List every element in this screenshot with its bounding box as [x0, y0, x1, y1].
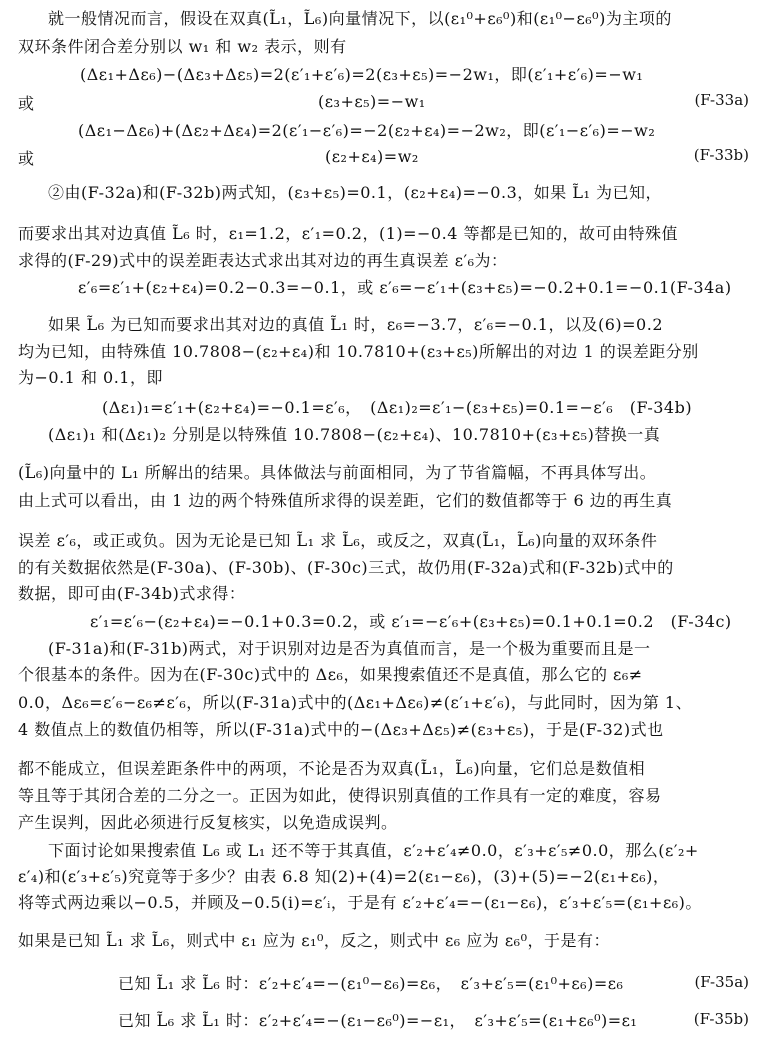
paragraph-line: 如果 L̃₆ 为已知而要求出其对边的真值 L̃₁ 时，ε₆=−3.7，ε′₆=−0.1，以及(6)=0.2	[48, 315, 663, 334]
equation-number: (F-35a)	[694, 973, 749, 991]
equation-line: ε′₆=ε′₁+(ε₂+ε₄)=0.2−0.3=−0.1，或 ε′₆=−ε′₁+(ε₃+ε₅)=−0.2+0.1=−0.1(F-34a)	[78, 278, 732, 297]
equation-line: 已知 L̃₁ 求 L̃₆ 时：ε′₂+ε′₄=−(ε₁⁰−ε₆)=ε₆， ε′₃+ε′₅=(ε₁⁰+ε₆)=ε₆	[118, 974, 624, 993]
equation-prefix: 或	[18, 94, 35, 113]
equation-line: (ε₃+ε₅)=−w₁	[318, 92, 426, 111]
paragraph-line: 如果是已知 L̃₁ 求 L̃₆，则式中 ε₁ 应为 ε₁⁰，反之，则式中 ε₆ 应为 ε₆⁰，于是有：	[18, 931, 610, 950]
paragraph-line: 双环条件闭合差分别以 w₁ 和 w₂ 表示，则有	[18, 37, 347, 56]
paragraph-line: (Δε₁)₁ 和(Δε₁)₂ 分别是以特殊值 10.7808−(ε₂+ε₄)、10.7810+(ε₃+ε₅)替换一真	[48, 425, 661, 444]
equation-number: (F-33b)	[693, 146, 749, 164]
paragraph-line: 将等式两边乘以−0.5，并顾及−0.5(i)=ε′ᵢ，于是有 ε′₂+ε′₄=−(ε₁−ε₆)，ε′₃+ε′₅=(ε₁+ε₆)。	[18, 893, 702, 912]
paragraph-line: 的有关数据依然是(F-30a)、(F-30b)、(F-30c)三式，故仍用(F-32a)式和(F-32b)式中的	[18, 558, 674, 577]
equation-line: (Δε₁+Δε₆)−(Δε₃+Δε₅)=2(ε′₁+ε′₆)=2(ε₃+ε₅)=−2w₁，即(ε′₁+ε′₆)=−w₁	[80, 65, 644, 84]
paragraph-line: 都不能成立，但误差距条件中的两项，不论是否为双真(L̃₁，L̃₆)向量，它们总是数值相	[18, 759, 646, 778]
equation-line: ε′₁=ε′₆−(ε₂+ε₄)=−0.1+0.3=0.2，或 ε′₁=−ε′₆+(ε₃+ε₅)=0.1+0.1=0.2 (F-34c)	[90, 612, 732, 631]
paragraph-line: 而要求出其对边真值 L̃₆ 时，ε₁=1.2，ε′₁=0.2，(1)=−0.4 等都是已知的，故可由特殊值	[18, 224, 678, 243]
equation-number: (F-35b)	[693, 1010, 749, 1028]
equation-line: (Δε₁)₁=ε′₁+(ε₂+ε₄)=−0.1=ε′₆， (Δε₁)₂=ε′₁−(ε₃+ε₅)=0.1=−ε′₆ (F-34b)	[102, 398, 693, 417]
equation-line: (ε₂+ε₄)=w₂	[325, 147, 419, 166]
paragraph-line: 产生误判，因此必须进行反复核实，以免造成误判。	[18, 813, 398, 832]
paragraph-line: 就一般情况而言，假设在双真(L̃₁，L̃₆)向量情况下，以(ε₁⁰+ε₆⁰)和(ε₁⁰−ε₆⁰)为主项的	[48, 9, 672, 28]
paragraph-line: (F-31a)和(F-31b)两式，对于识别对边是否为真值而言，是一个极为重要而且是一	[48, 639, 651, 658]
paragraph-line: 均为已知，由特殊值 10.7808−(ε₂+ε₄)和 10.7810+(ε₃+ε₅)所解出的对边 1 的误差距分别	[18, 342, 699, 361]
paragraph-line: 数据，即可由(F-34b)式求得：	[18, 584, 246, 603]
paragraph-line: 等且等于其闭合差的二分之一。正因为如此，使得识别真值的工作具有一定的难度，容易	[18, 786, 662, 805]
paragraph-line: ②由(F-32a)和(F-32b)两式知，(ε₃+ε₅)=0.1，(ε₂+ε₄)=−0.3，如果 L̃₁ 为已知，	[48, 183, 662, 202]
equation-number: (F-33a)	[694, 91, 749, 109]
equation-line: 已知 L̃₆ 求 L̃₁ 时：ε′₂+ε′₄=−(ε₁−ε₆⁰)=−ε₁， ε′₃+ε′₅=(ε₁+ε₆⁰)=ε₁	[118, 1011, 638, 1030]
paragraph-line: 4 数值点上的数值仍相等，所以(F-31a)式中的−(Δε₃+Δε₅)≠(ε₃+ε₅)，于是(F-32)式也	[18, 720, 664, 739]
paragraph-line: 误差 ε′₆，或正或负。因为无论是已知 L̃₁ 求 L̃₆，或反之，双真(L̃₁，L̃₆)向量的双环条件	[18, 531, 658, 550]
equation-line: (Δε₁−Δε₆)+(Δε₂+Δε₄)=2(ε′₁−ε′₆)=−2(ε₂+ε₄)=−2w₂，即(ε′₁−ε′₆)=−w₂	[78, 121, 656, 140]
paragraph-line: 求得的(F-29)式中的误差距表达式求出其对边的再生真误差 ε′₆为：	[18, 251, 508, 270]
paragraph-line: ε′₄)和(ε′₃+ε′₅)究竟等于多少？由表 6.8 知(2)+(4)=2(ε₁−ε₆)，(3)+(5)=−2(ε₁+ε₆)，	[18, 867, 670, 886]
paragraph-line: 由上式可以看出，由 1 边的两个特殊值所求得的误差距，它们的数值都等于 6 边的再生真	[18, 491, 673, 510]
paragraph-line: (L̃₆)向量中的 L₁ 所解出的结果。具体做法与前面相同，为了节省篇幅，不再具体写出。	[18, 463, 657, 482]
paragraph-line: 0.0，Δε₆=ε′₆−ε₆≠ε′₆，所以(F-31a)式中的(Δε₁+Δε₆)≠(ε′₁+ε′₆)，与此同时，因为第 1、	[18, 693, 693, 712]
equation-prefix: 或	[18, 149, 35, 168]
paragraph-line: 个很基本的条件。因为在(F-30c)式中的 Δε₆，如果搜索值还不是真值，那么它的 ε₆≠	[18, 665, 643, 684]
paragraph-line: 下面讨论如果搜索值 L₆ 或 L₁ 还不等于其真值，ε′₂+ε′₄≠0.0，ε′₃+ε′₅≠0.0，那么(ε′₂+	[48, 841, 699, 860]
paragraph-line: 为−0.1 和 0.1，即	[18, 368, 163, 387]
